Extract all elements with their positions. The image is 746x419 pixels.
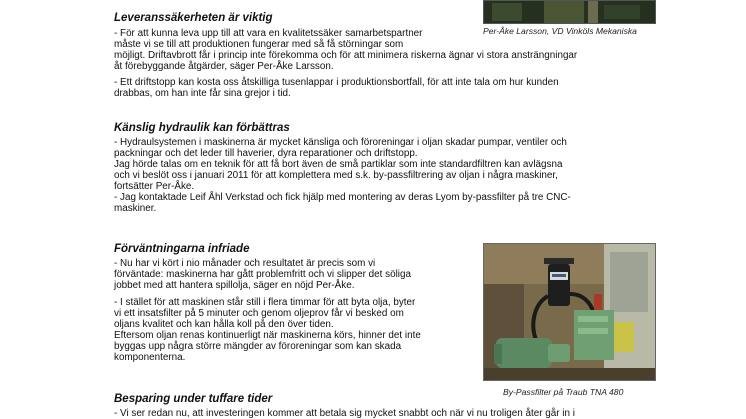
paragraph-line: Jag hörde talas om en teknik för att få bort även de små partiklar som inte standardfiltren kan avlägsna xyxy=(114,159,563,170)
paragraph-line: - I stället för att maskinen står still i flera timmar för att byta olja, byter xyxy=(114,297,416,308)
section-heading-forvantningar: Förväntningarna infriade xyxy=(114,243,250,255)
top-photo-caption: Per-Åke Larsson, VD Vinköls Mekaniska xyxy=(483,26,637,36)
paragraph-line: - Hydraulsystemen i maskinerna är mycket känsliga och föroreningar i oljan skadar pumpar, ventiler och xyxy=(114,137,567,148)
paragraph-line: - Ett driftstopp kan kosta oss åtskilliga tusenlappar i produktionsbortfall, för att inte tala om hur kunden xyxy=(114,77,559,88)
paragraph-line: möjligt. Driftavbrott får i princip inte förekomma och för att minimera riskerna ägnar vi stora ansträngningar xyxy=(114,50,578,61)
paragraph-line: oljans kvalitet och kan hålla koll på den över tiden. xyxy=(114,319,334,330)
paragraph-line: drabbas, om han inte får sina grejor i tid. xyxy=(114,88,291,99)
top-photo xyxy=(483,0,656,24)
bypass-photo-caption: By-Passfilter på Traub TNA 480 xyxy=(503,387,624,397)
paragraph-line: - Vi ser redan nu, att investeringen kommer att betala sig mycket snabbt och när vi nu troligen åter går in i xyxy=(114,408,575,419)
section-heading-leveranssakerhet: Leveranssäkerheten är viktig xyxy=(114,12,273,24)
paragraph-line: byggas upp några större mängder av föroreningar som kan skada xyxy=(114,341,402,352)
section-heading-besparing: Besparing under tuffare tider xyxy=(114,393,273,405)
paragraph-line: jobbet med att hantera spillolja, säger en nöjd Per-Åke. xyxy=(114,280,355,291)
paragraph-line: förväntade: maskinerna har gått problemfritt och vi slipper det söliga xyxy=(114,269,411,280)
paragraph-line: - För att kunna leva upp till att vara en kvalitetssäker samarbetspartner xyxy=(114,28,423,39)
paragraph-line: - Nu har vi kört i nio månader och resultatet är precis som vi xyxy=(114,258,376,269)
section-heading-hydraulik: Känslig hydraulik kan förbättras xyxy=(114,122,290,134)
paragraph-line: och vi beslöt oss i januari 2011 för att komplettera med s.k. by-passfiltrering av oljan i några maskiner, xyxy=(114,170,558,181)
paragraph-line: måste vi se till att produktionen fungerar med så få störningar som xyxy=(114,39,404,50)
bypass-filter-photo xyxy=(483,243,656,381)
paragraph-line: vi ett insatsfilter på 5 minuter och genom oljeprov får vi besked om xyxy=(114,308,404,319)
paragraph-line: åt förebyggande åtgärder, säger Per-Åke Larsson. xyxy=(114,61,334,72)
paragraph-line: packningar och det leder till haverier, dyra reparationer och driftstopp. xyxy=(114,148,418,159)
paragraph-line: fortsätter Per-Åke. xyxy=(114,181,195,192)
paragraph-line: - Jag kontaktade Leif Åhl Verkstad och fick hjälp med montering av deras Lyom by-passfilter på tre CNC- xyxy=(114,192,571,203)
paragraph-line: maskiner. xyxy=(114,203,157,214)
paragraph-line: komponenterna. xyxy=(114,352,186,363)
paragraph-line: Eftersom oljan renas kontinuerligt när maskinerna körs, hinner det inte xyxy=(114,330,421,341)
